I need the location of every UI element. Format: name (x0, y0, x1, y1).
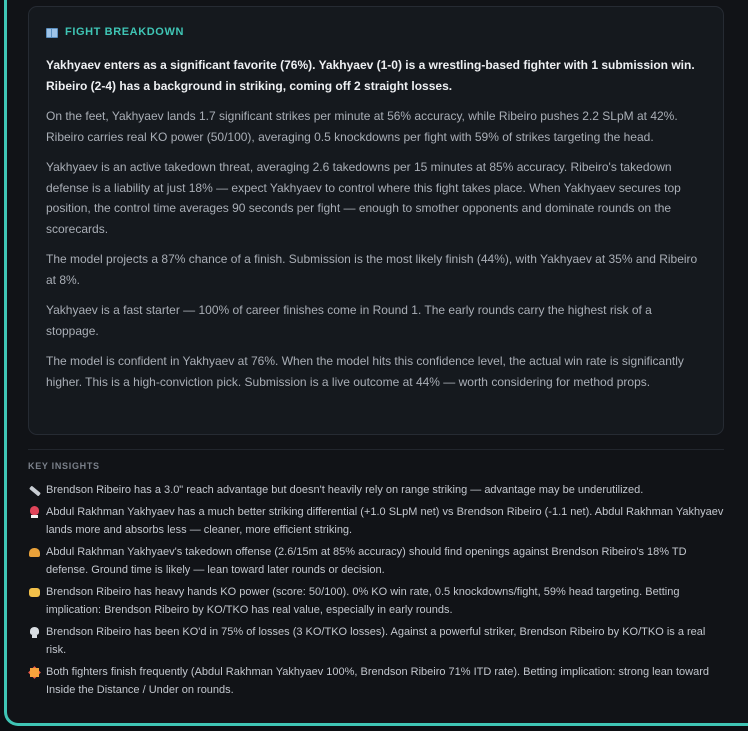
fist-icon (28, 586, 41, 599)
breakdown-paragraph: The model is confident in Yakhyaev at 76%. When the model hits this confidence level, the actual win rate is significantly higher. This is a high-conviction pick. Submission is a live outcome at 44% — worth considering for method props. (46, 354, 684, 389)
fight-breakdown-card (28, 6, 724, 435)
breakdown-paragraph: The model projects a 87% chance of a finish. Submission is the most likely finish (44%), with Yakhyaev at 35% and Ribeiro at 8%. (46, 252, 698, 287)
section-divider (28, 449, 724, 450)
card-header (46, 25, 706, 39)
breakdown-paragraph: Yakhyaev is an active takedown threat, averaging 2.6 takedowns per 15 minutes at 85% accuracy. Ribeiro's takedown defense is a liability at just 18% — expect Yakhyaev to control where this fight takes place. When Yakhyaev secures top position, the control time averages 90 seconds per fight — enough to smother opponents and dominate rounds on the scorecards. (46, 160, 681, 236)
wrestling-icon (28, 546, 41, 559)
insight-text: Brendson Ribeiro has a 3.0" reach advantage but doesn't heavily rely on range striking — advantage may be underutilized. (46, 484, 644, 496)
breakdown-paragraph: Yakhyaev is a fast starter — 100% of career finishes come in Round 1. The early rounds carry the highest risk of a stoppage. (46, 303, 652, 338)
book-icon (46, 28, 58, 37)
breakdown-paragraph: Yakhyaev enters as a significant favorite (76%). Yakhyaev (1-0) is a wrestling-based fighter with 1 submission win. Ribeiro (2-4) has a background in striking, coming off 2 straight losses. (46, 58, 695, 93)
ruler-icon (28, 484, 41, 497)
insight-text: Both fighters finish frequently (Abdul Rakhman Yakhyaev 100%, Brendson Ribeiro 71% ITD rate). Betting implication: strong lean toward Inside the Distance / Under on rounds. (46, 666, 709, 696)
card-title: FIGHT BREAKDOWN (65, 26, 184, 38)
insight-item (28, 481, 724, 499)
burst-icon (28, 666, 41, 679)
insight-text: Brendson Ribeiro has heavy hands KO power (score: 50/100). 0% KO win rate, 0.5 knockdowns/fight, 59% head targeting. Betting implication: Brendson Ribeiro by KO/TKO has real value, especially in early rounds. (46, 586, 680, 616)
skull-icon (28, 626, 41, 639)
insight-text: Abdul Rakhman Yakhyaev's takedown offense (2.6/15m at 85% accuracy) should find openings against Brendson Ribeiro's 18% TD defense. Ground time is likely — lean toward later rounds or decision. (46, 546, 687, 576)
insight-text: Abdul Rakhman Yakhyaev has a much better striking differential (+1.0 SLpM net) vs Brendson Ribeiro (-1.1 net). Abdul Rakhman Yakhyaev lands more and absorbs less — cleaner, more efficient striking. (46, 506, 724, 536)
boxing-glove-icon (28, 506, 41, 519)
insight-item (28, 663, 724, 699)
insight-item (28, 583, 724, 619)
insight-text: Brendson Ribeiro has been KO'd in 75% of losses (3 KO/TKO losses). Against a powerful striker, Brendson Ribeiro by KO/TKO is a real risk. (46, 626, 706, 656)
insight-item (28, 623, 724, 659)
key-insights-section (28, 461, 724, 703)
breakdown-paragraph: On the feet, Yakhyaev lands 1.7 significant strikes per minute at 56% accuracy, while Ribeiro pushes 2.2 SLpM at 42%. Ribeiro carries real KO power (50/100), averaging 0.5 knockdowns per fight with 59% of strikes targeting the head. (46, 109, 678, 144)
insights-title: KEY INSIGHTS (28, 461, 100, 471)
insight-item (28, 503, 724, 539)
insight-item (28, 543, 724, 579)
